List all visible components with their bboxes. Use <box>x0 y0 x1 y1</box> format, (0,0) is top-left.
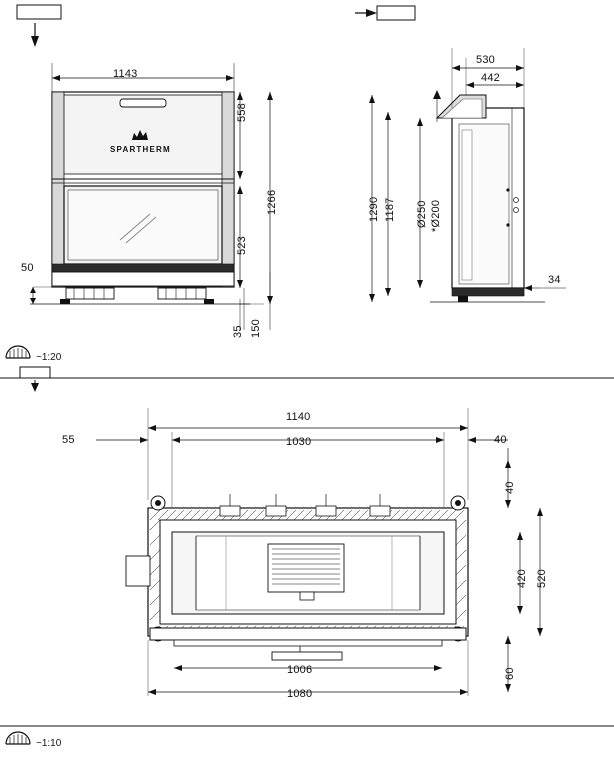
dim-front-upper-height: 558 <box>236 103 248 122</box>
brand-logo-text: SPARTHERM <box>110 145 171 154</box>
dim-plan-base-inner: 1006 <box>287 664 313 676</box>
dim-plan-bottom-offset: 60 <box>504 667 516 680</box>
dim-plan-width-inner: 1030 <box>286 436 312 448</box>
dim-plan-right-offset: 40 <box>494 434 507 446</box>
dim-front-foot-upper: 150 <box>250 319 262 338</box>
scale-label-top: ~1:20 <box>36 352 62 363</box>
scale-label-bottom: ~1:10 <box>36 738 62 749</box>
dim-plan-depth-inner: 420 <box>516 569 528 588</box>
dim-front-base-left: 50 <box>21 262 34 274</box>
dim-plan-width-outer: 1140 <box>286 411 311 423</box>
dim-plan-depth-outer: 520 <box>536 569 548 588</box>
dim-plan-base-outer: 1080 <box>287 688 313 700</box>
dim-side-depth-total: 530 <box>476 54 495 66</box>
flame-logo-icon <box>126 128 156 142</box>
dim-side-height-total: 1290 <box>368 196 380 222</box>
dim-plan-top-offset: 40 <box>504 481 516 494</box>
dim-side-height-body: 1187 <box>384 197 396 222</box>
dim-side-depth-body: 442 <box>481 72 500 84</box>
dim-front-width: 1143 <box>113 68 138 80</box>
dim-front-foot-lower: 35 <box>232 325 244 338</box>
dim-front-glass-height: 523 <box>236 236 248 255</box>
dim-side-base-offset: 34 <box>548 274 561 286</box>
dim-plan-left-offset: 55 <box>62 434 75 446</box>
dim-side-flue-dia: Ø250 <box>416 200 428 228</box>
dim-front-total-height: 1266 <box>266 189 278 215</box>
dim-side-flue-dia-alt: *Ø200 <box>430 199 442 232</box>
